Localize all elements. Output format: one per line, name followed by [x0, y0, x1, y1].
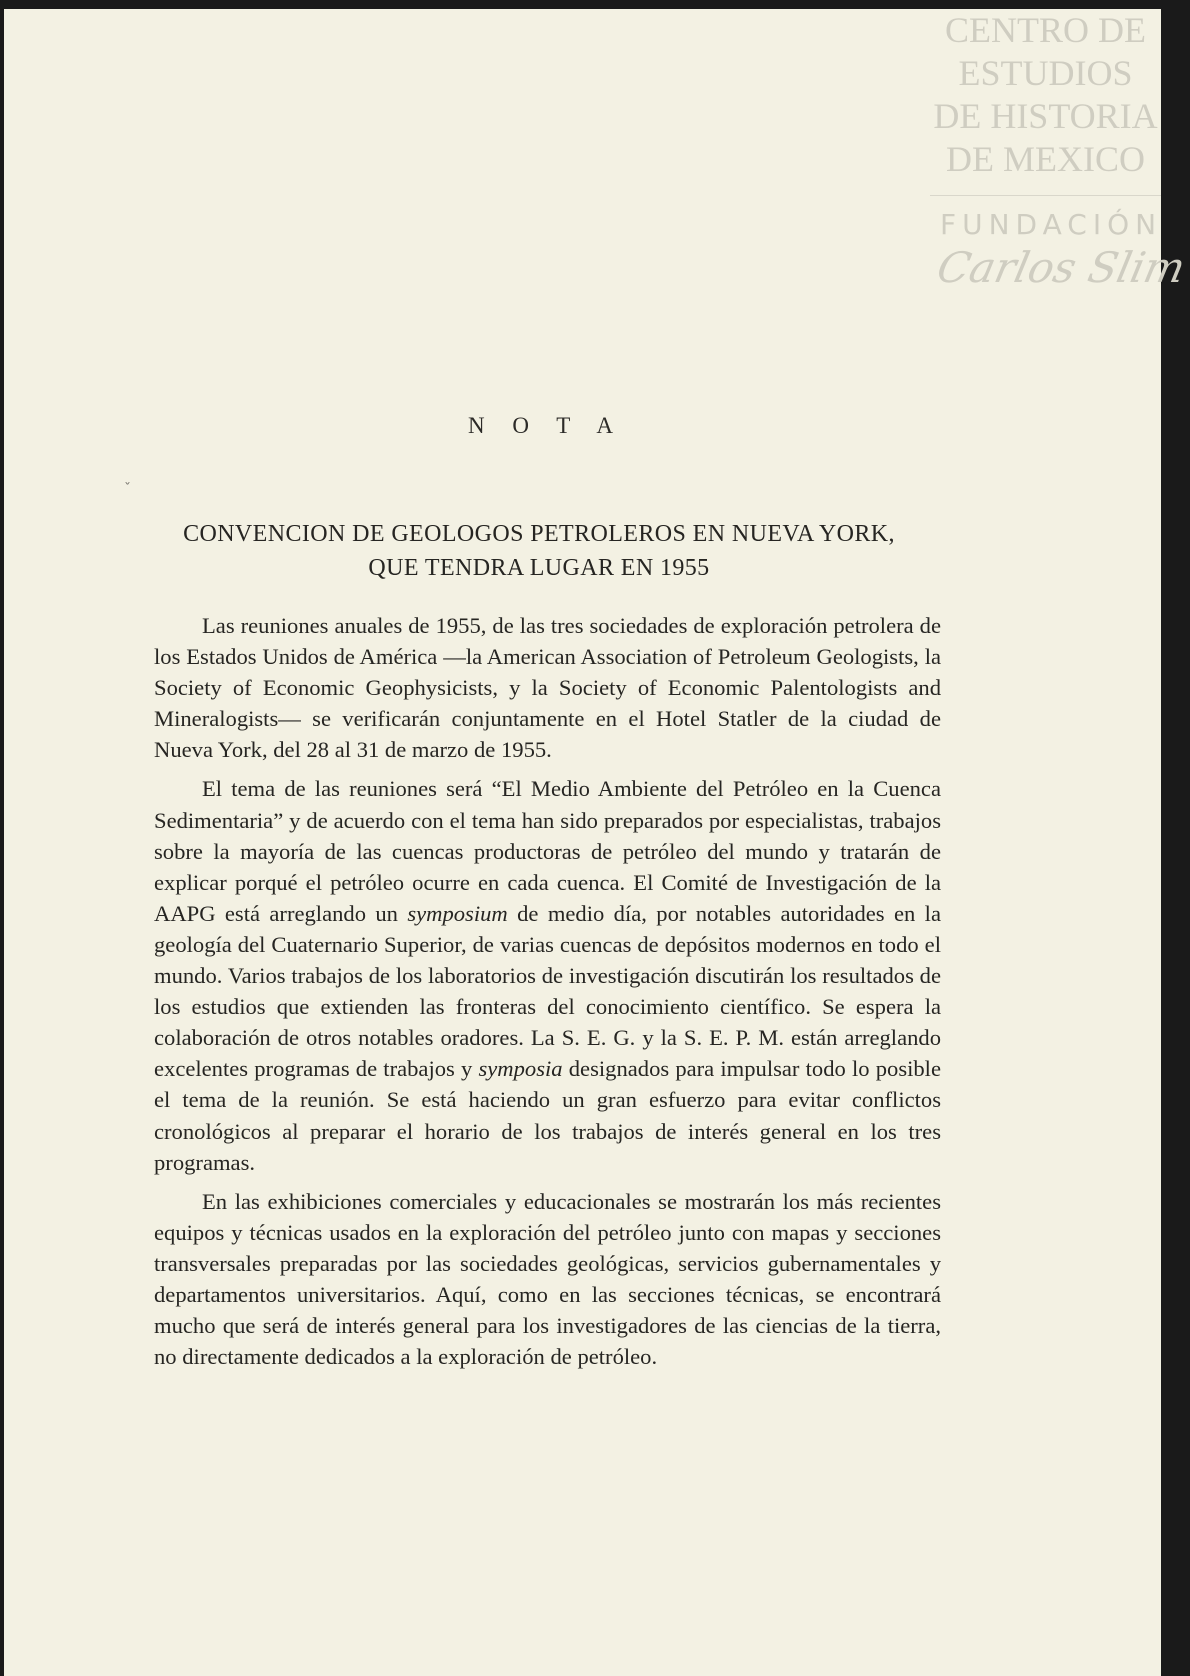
watermark-line-2: ESTUDIOS	[958, 53, 1133, 93]
watermark-divider	[930, 195, 1161, 196]
document-page	[4, 9, 1190, 1676]
paragraph-2-italic-symposium: symposium	[407, 900, 508, 926]
paragraph-2	[154, 773, 941, 1177]
watermark-signature: Carlos Slim	[932, 243, 1190, 292]
watermark-line-3: DE HISTORIA	[933, 96, 1158, 136]
heading-line-1: CONVENCION DE GEOLOGOS PETROLEROS EN NUEVA YORK,	[183, 521, 895, 547]
watermark-foundation: FUNDACIÓN	[940, 208, 1163, 241]
section-label: N O T A	[467, 413, 625, 438]
paragraph-2-italic-symposia: symposia	[478, 1056, 563, 1082]
body-text	[154, 610, 941, 1372]
watermark-line-1: CENTRO DE	[945, 10, 1146, 50]
paragraph-1: Las reuniones anuales de 1955, de las tres sociedades de exploración petrolera de los Estados Unidos de América —la American Association of Petroleum Geologists, la Society of Economic Geophysicists, y la Society of Economic Palentologists and Mineralogists— se verificarán conjuntamente en el Hotel Statler de la ciudad de Nueva York, del 28 al 31 de marzo de 1955.	[154, 613, 941, 763]
paragraph-3: En las exhibiciones comerciales y educacionales se mostrarán los más recientes equipos y técnicas usados en la exploración del petróleo junto con mapas y secciones transversales preparadas por las sociedades geológicas, servicios gubernamentales y departamentos universitarios. Aquí, como en las secciones técnicas, se encontrará mucho que será de interés general para los investigadores de las ciencias de la tierra, no directamente dedicados a la exploración de petróleo.	[154, 1188, 941, 1370]
paragraph-2-part-3: designados para impulsar todo lo posible el tema de la reunión. Se está haciendo un gran esfuerzo para evitar conflictos cronológicos al preparar el horario de los trabajos de interés general en los tres programas.	[154, 1056, 941, 1175]
archive-watermark	[930, 9, 1190, 294]
paragraph-2-part-1: El tema de las reuniones será “El Medio Ambiente del Petróleo en la Cuenca Sedimentaria” y de acuerdo con el tema han sido preparados por especialistas, trabajos sobre la mayoría de las cuencas productoras de petróleo del mundo y tratarán de explicar porqué el petróleo ocurre en cada cuenca. El Comité de Investigación de la AAPG está arreglando un	[154, 776, 941, 926]
paragraph-2-part-2: de medio día, por notables autoridades en la geología del Cuaternario Superior, de varias cuencas de depósitos modernos en todo el mundo. Varios trabajos de los laboratorios de investigación discutirán los resultados de los estudios que extienden las fronteras del conocimiento científico. Se espera la colaboración de otros notables oradores. La S. E. G. y la S. E. P. M. están arreglando excelentes programas de trabajos y	[154, 900, 941, 1082]
document-heading	[104, 517, 974, 585]
heading-line-2: QUE TENDRA LUGAR EN 1955	[368, 555, 710, 581]
margin-mark: ˇ	[124, 481, 131, 497]
watermark-line-4: DE MEXICO	[946, 139, 1145, 179]
